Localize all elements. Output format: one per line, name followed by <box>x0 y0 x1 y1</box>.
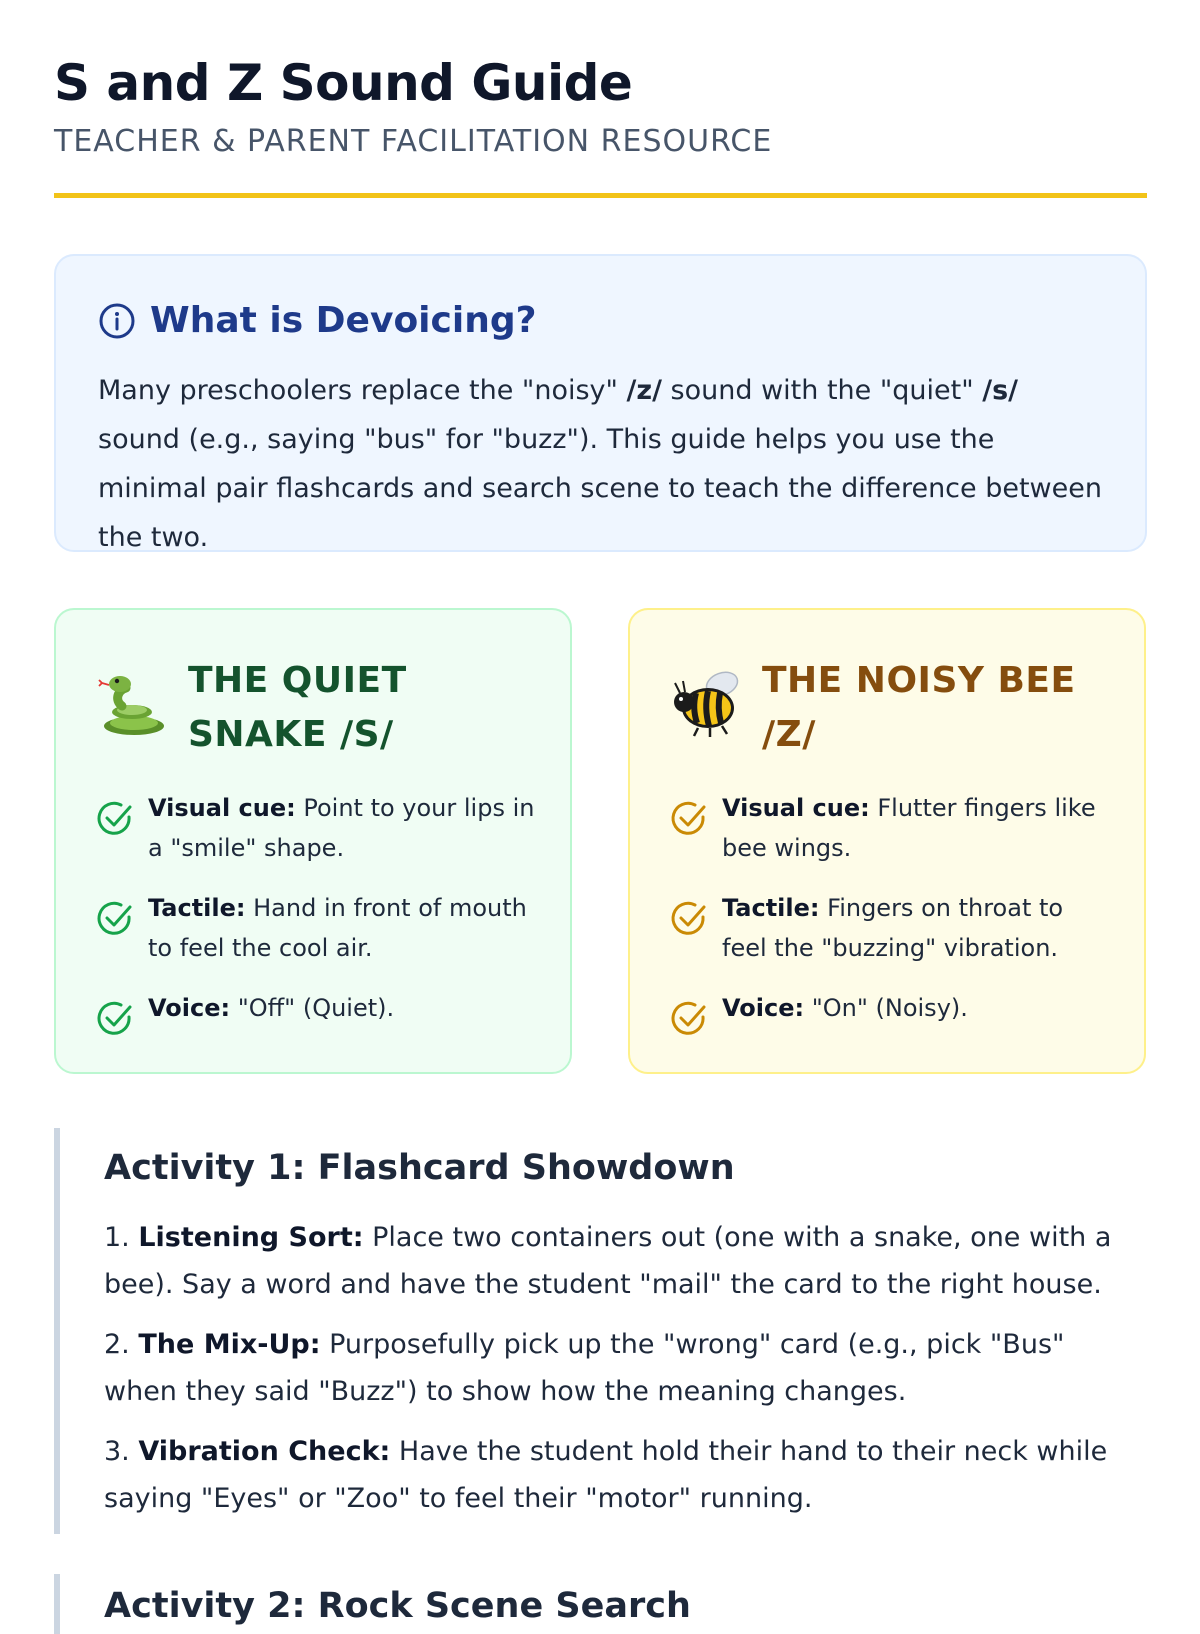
snake-card-title: THE QUIET SNAKE /S/ <box>188 660 407 755</box>
check-circle-icon <box>670 1000 708 1038</box>
check-circle-icon <box>670 800 708 838</box>
activity-step: 1. Listening Sort: Place two containers out (one with a snake, one with a bee). Say a word and have the student "mail" the card to the right house. <box>104 1222 1112 1300</box>
activity-1-section <box>54 1128 1147 1534</box>
activity-2-section <box>54 1574 1147 1634</box>
quiet-snake-card <box>54 608 572 1074</box>
check-circle-icon <box>96 1000 134 1038</box>
snake-voice-cue: Voice: "Off" (Quiet). <box>96 988 536 1038</box>
info-title: What is Devoicing? <box>150 300 537 341</box>
check-circle-icon <box>96 800 134 838</box>
snake-tactile-cue: Tactile: Hand in front of mouth to feel the cool air. <box>96 888 536 968</box>
activity-step: 2. The Mix-Up: Purposefully pick up the "wrong" card (e.g., pick "Bus" when they said "Buzz") to show how the meaning changes. <box>104 1329 1065 1407</box>
info-body: Many preschoolers replace the "noisy" /z/ sound with the "quiet" /s/ sound (e.g., saying "bus" for "buzz"). This guide helps you use the minimal pair flashcards and search scene to teach the difference between the two. <box>98 375 1102 553</box>
info-header <box>98 300 536 341</box>
bee-card-title: THE NOISY BEE /Z/ <box>762 660 1076 755</box>
page-subtitle: TEACHER & PARENT FACILITATION RESOURCE <box>54 124 773 159</box>
bee-visual-cue: Visual cue: Flutter fingers like bee wings. <box>670 788 1110 868</box>
s-sound-label: /s/ <box>982 375 1019 406</box>
bee-icon <box>670 666 744 740</box>
title-divider <box>54 193 1147 198</box>
activity-step: 3. Vibration Check: Have the student hold their hand to their neck while saying "Eyes" or "Zoo" to feel their "motor" running. <box>104 1436 1108 1514</box>
bee-voice-cue: Voice: "On" (Noisy). <box>670 988 1110 1038</box>
snake-icon <box>96 666 170 740</box>
devoicing-info-box <box>54 254 1147 552</box>
info-icon <box>98 302 136 340</box>
page-title: S and Z Sound Guide <box>54 54 633 112</box>
check-circle-icon <box>96 900 134 938</box>
check-circle-icon <box>670 900 708 938</box>
snake-visual-cue: Visual cue: Point to your lips in a "smile" shape. <box>96 788 536 868</box>
activity-2-title: Activity 2: Rock Scene Search <box>104 1586 691 1626</box>
noisy-bee-card <box>628 608 1146 1074</box>
activity-1-title: Activity 1: Flashcard Showdown <box>104 1148 735 1188</box>
bee-tactile-cue: Tactile: Fingers on throat to feel the "buzzing" vibration. <box>670 888 1110 968</box>
z-sound-label: /z/ <box>626 375 662 406</box>
